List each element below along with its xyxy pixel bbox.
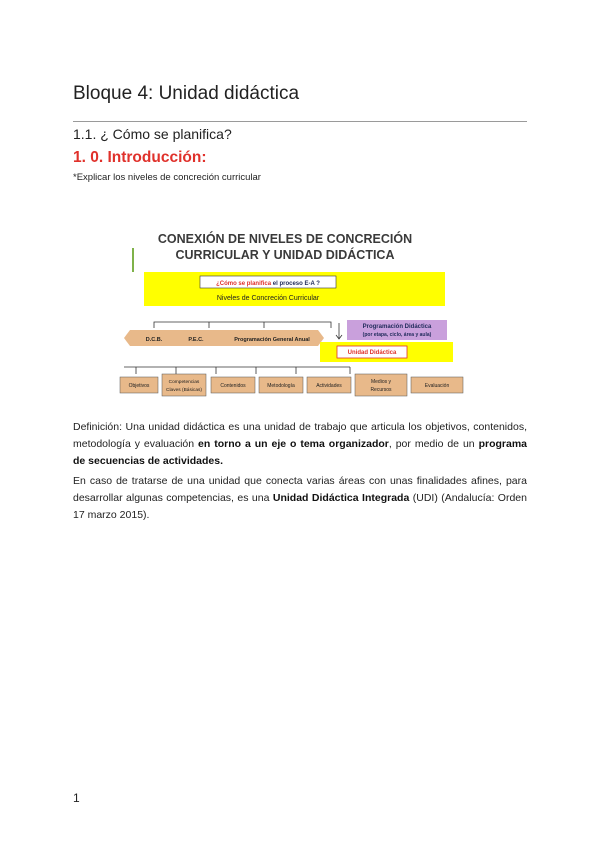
diagram-accent-mark [132,248,134,272]
levels-bracket [154,322,331,328]
diagram-title-line2: CURRICULAR Y UNIDAD DIDÁCTICA [175,248,395,262]
svg-text:Medios y: Medios y [370,379,392,385]
svg-text:Competencias: Competencias [168,380,200,385]
svg-text:Contenidos: Contenidos [220,383,246,389]
element-actividades [307,377,351,393]
definition-bold-programa: programa de secuencias de actividades. [73,438,527,467]
element-contenidos [211,377,255,393]
page-number: 1 [73,791,80,805]
definition-text-2: , por medio de un [388,438,479,450]
note-text: *Explicar los niveles de concreción curricular [73,172,261,183]
svg-text:Evaluación: Evaluación [424,383,450,389]
level-dcb: D.C.B. [145,337,163,343]
svg-text:Metodología: Metodología [267,383,295,389]
elements-timeline [124,367,350,374]
element-metodologia [259,377,303,393]
svg-text:Recursos: Recursos [370,387,392,393]
svg-text:Actividades: Actividades [316,383,342,389]
svg-text:Objetivos: Objetivos [128,383,150,389]
udi-bold: Unidad Didáctica Integrada [272,492,410,504]
element-medios [355,374,407,396]
level-pec: P.E.C. [188,337,204,343]
unidad-label: Unidad Didáctica [347,350,397,356]
levels-label: Niveles de Concreción Curricular [216,295,320,302]
page-title: Bloque 4: Unidad didáctica [73,83,300,104]
definition-bold-eje: en torno a un eje o tema organizador [198,438,389,450]
question-dark-part: el proceso E-A ? [271,281,320,287]
element-evaluacion [411,377,463,393]
element-objetivos [120,377,158,393]
section-heading: 1. 0. Introducción: [73,149,207,166]
down-arrow [336,323,342,339]
level-pga: Programación General Anual [234,337,310,343]
question-text [216,281,320,287]
concrecion-diagram [118,222,472,406]
element-competencias [162,374,206,396]
section-subtitle: 1.1. ¿ Cómo se planifica? [73,126,232,142]
programacion-line1: Programación Didáctica [362,324,432,330]
svg-text:Claves (Básicas): Claves (Básicas) [166,388,202,393]
question-red-part: ¿Cómo se planifica [216,281,272,287]
definition-text: Definición: Una unidad didáctica es una unidad de trabajo que articula los objetivos, contenidos, metodología y evaluación [73,421,527,450]
udi-text-2: (UDI) (Andalucía: Orden 17 marzo 2015). [73,492,527,521]
udi-text: En caso de tratarse de una unidad que conecta varias áreas con unas finalidades afines, para desarrollar algunas competencias, es una [73,475,527,504]
udi-paragraph [73,473,527,524]
programacion-line2: (por etapa, ciclo, área y aula) [362,332,432,338]
definition-paragraph [73,419,527,470]
diagram-title-line1: CONEXIÓN DE NIVELES DE CONCRECIÓN [157,232,413,246]
title-divider [73,121,527,122]
